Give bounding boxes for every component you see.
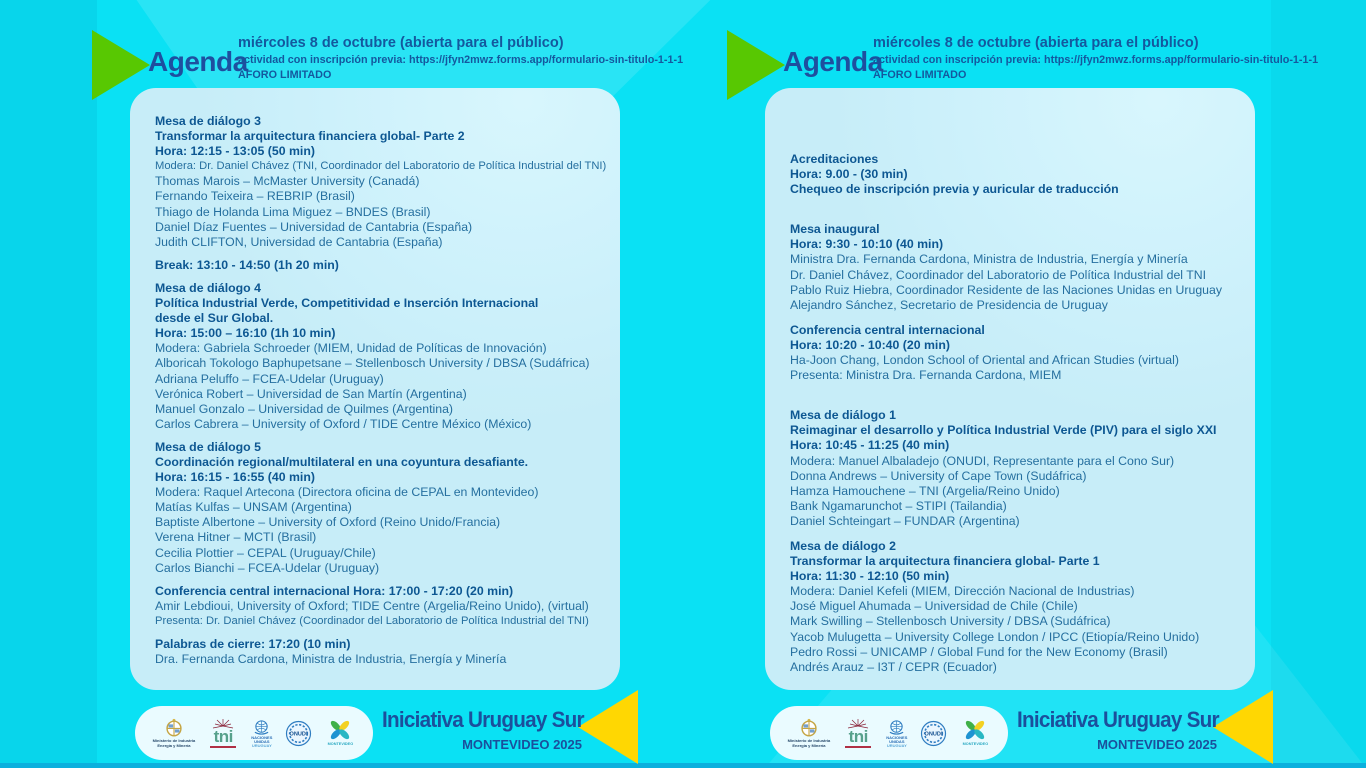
agenda-line: Conferencia central internacional Hora: 17:00 - 17:20 (20 min) (155, 583, 514, 598)
yellow-arrow-icon (578, 690, 638, 764)
initiative-subtitle: MONTEVIDEO 2025 (462, 737, 582, 752)
agenda-content (130, 88, 620, 690)
agenda-line: Hora: 15:00 – 16:10 (1h 10 min) (155, 326, 336, 341)
registration-link[interactable]: actividad con inscripción previa: https://jfyn2mwz.forms.app/formulario-sin-titulo-1-1-1 (873, 54, 1319, 66)
footer-text (1017, 707, 1217, 752)
agenda-line: Fernando Teixeira – REBRIP (Brasil) (155, 189, 355, 204)
agenda-line: Modera: Raquel Artecona (Directora oficina de CEPAL en Montevideo) (155, 485, 539, 500)
tni-wordmark: tni (213, 726, 233, 746)
agenda-line: Hora: 11:30 - 12:10 (50 min) (790, 569, 950, 584)
agenda-section (155, 258, 604, 273)
tni-wordmark: tni (848, 726, 868, 746)
agenda-line: Presenta: Ministra Dra. Fernanda Cardona, MIEM (790, 368, 1062, 383)
un-caption-line2: UNIDAS (889, 738, 905, 744)
header-date: miércoles 8 de octubre (abierta para el público) (873, 35, 1199, 51)
montevideo-pinwheel-logo (325, 719, 355, 747)
agenda-line: Mesa de diálogo 1 (790, 408, 896, 423)
agenda-line: Thomas Marois – McMaster University (Canadá) (155, 174, 420, 189)
agenda-line: Baptiste Albertone – University of Oxford (Reino Unido/Francia) (155, 515, 501, 530)
agenda-line: Verónica Robert – Universidad de San Martín (Argentina) (155, 386, 467, 401)
agenda-line: Andrés Arauz – I3T / CEPR (Ecuador) (790, 659, 997, 674)
agenda-line: Cecilia Plottier – CEPAL (Uruguay/Chile) (155, 545, 376, 560)
agenda-line: José Miguel Ahumada – Universidad de Chile (Chile) (790, 599, 1078, 614)
agenda-line: Amir Lebdioui, University of Oxford; TIDE Centre (Argelia/Reino Unido), (virtual) (155, 598, 589, 613)
agenda-line: Hora: 9:30 - 10:10 (40 min) (790, 237, 944, 252)
page-title: Agenda (148, 46, 248, 77)
onudi-logo (285, 720, 312, 747)
tni-underline (210, 746, 236, 748)
agenda-line: Dr. Daniel Chávez, Coordinador del Laboratorio de Política Industrial del TNI (790, 267, 1207, 282)
montevideo-pinwheel-logo (960, 719, 990, 747)
agenda-page-right (635, 0, 1318, 768)
onudi-emblem-icon (285, 720, 312, 747)
agenda-panel (765, 88, 1255, 690)
agenda-line: Conferencia central internacional (790, 322, 985, 337)
agenda-line: Coordinación regional/multilateral en una coyuntura desafiante. (155, 454, 529, 469)
agenda-section (790, 323, 1239, 383)
un-caption-line3: URUGUAY (251, 742, 272, 748)
pinwheel-icon (960, 719, 990, 743)
agenda-line: Política Industrial Verde, Competitividad e Inserción Internacional (155, 296, 539, 311)
agenda-line: Break: 13:10 - 14:50 (1h 20 min) (155, 257, 339, 272)
agenda-line: Modera: Daniel Kefeli (MIEM, Dirección Nacional de Industrias) (790, 584, 1135, 599)
footer-text (382, 707, 582, 752)
agenda-section (155, 584, 604, 629)
agenda-line: Palabras de cierre: 17:20 (10 min) (155, 637, 351, 651)
agenda-line: Hora: 10:20 - 10:40 (20 min) (790, 337, 950, 352)
onudi-emblem-icon (920, 720, 947, 747)
un-caption-line1: NACIONES (251, 734, 273, 740)
agenda-line: Mesa de diálogo 4 (155, 280, 261, 295)
agenda-line: Ha-Joon Chang, London School of Oriental and African Studies (virtual) (790, 353, 1179, 368)
tni-logo (208, 719, 238, 748)
agenda-section (155, 114, 607, 250)
header-info (873, 35, 1318, 81)
agenda-line: Pablo Ruiz Hiebra, Coordinador Residente de las Naciones Unidas en Uruguay (790, 282, 1223, 297)
agenda-line: Judith CLIFTON, Universidad de Cantabria (España) (155, 234, 443, 249)
agenda-line: Verena Hitner – MCTI (Brasil) (155, 530, 317, 545)
agenda-panel (130, 88, 620, 690)
agenda-section (790, 408, 1239, 529)
agenda-line: Daniel Díaz Fuentes – Universidad de Cantabria (España) (155, 219, 473, 234)
un-caption-line1: NACIONES (886, 734, 908, 740)
agenda-section (155, 281, 604, 432)
agenda-line: Manuel Gonzalo – Universidad de Quilmes (Argentina) (155, 401, 454, 416)
agenda-line: Pedro Rossi – UNICAMP / Global Fund for the New Economy (Brasil) (790, 644, 1168, 659)
agenda-line: Mesa de diálogo 3 (155, 114, 261, 128)
agenda-content (765, 88, 1255, 690)
agenda-line: Chequeo de inscripción previa y auricular de traducción (790, 182, 1119, 197)
uruguay-coat-of-arms-icon (799, 718, 819, 738)
agenda-line: Mesa de diálogo 5 (155, 439, 261, 454)
agenda-line: Daniel Schteingart – FUNDAR (Argentina) (790, 513, 1020, 528)
agenda-line: Mesa de diálogo 2 (790, 538, 896, 553)
naciones-unidas-logo (886, 719, 907, 748)
agenda-line: Hora: 10:45 - 11:25 (40 min) (790, 438, 950, 453)
miem-caption-line1: Ministerio de Industria (152, 738, 196, 743)
agenda-section (155, 637, 604, 667)
onudi-wordmark: ONUDI (924, 731, 943, 738)
initiative-subtitle: MONTEVIDEO 2025 (1097, 737, 1217, 752)
agenda-line: Hamza Hamouchene – TNI (Argelia/Reino Unido) (790, 483, 1060, 498)
agenda-line: Mesa inaugural (790, 222, 880, 237)
agenda-section (790, 152, 1239, 197)
agenda-line: Yacob Mulugetta – University College London / IPCC (Etiopía/Reino Unido) (790, 629, 1200, 644)
uruguay-coat-of-arms-icon (164, 718, 184, 738)
un-emblem-icon (887, 719, 906, 736)
onudi-logo (920, 720, 947, 747)
agenda-line: Dra. Fernanda Cardona, Ministra de Industria, Energía y Minería (155, 652, 507, 667)
agenda-line: Mark Swilling – Stellenbosch University / DBSA (Sudáfrica) (790, 614, 1111, 629)
agenda-line: Modera: Gabriela Schroeder (MIEM, Unidad de Políticas de Innovación) (155, 341, 547, 356)
agenda-line: Modera: Dr. Daniel Chávez (TNI, Coordinador del Laboratorio de Política Industrial del TNI) (155, 160, 607, 173)
header-date: miércoles 8 de octubre (abierta para el público) (238, 35, 564, 51)
un-emblem-icon (252, 719, 271, 736)
partner-logos-pill (770, 706, 1008, 760)
un-caption-line2: UNIDAS (254, 738, 270, 744)
agenda-line: desde el Sur Global. (155, 311, 274, 326)
initiative-title: Iniciativa Uruguay Sur (1017, 707, 1219, 732)
tni-underline (845, 746, 871, 748)
agenda-section (155, 440, 604, 576)
miem-caption-line2: Energía y Minería (792, 743, 826, 748)
agenda-line: Thiago de Holanda Lima Miguez – BNDES (Brasil) (155, 204, 431, 219)
agenda-section (790, 539, 1239, 675)
partner-logos-pill (135, 706, 373, 760)
registration-link[interactable]: actividad con inscripción previa: https://jfyn2mwz.forms.app/formulario-sin-titulo-1-1-1 (238, 54, 684, 66)
agenda-section (790, 222, 1239, 313)
pinwheel-caption: MONTEVIDEO (327, 742, 354, 747)
agenda-line: Acreditaciones (790, 152, 879, 166)
agenda-line: Carlos Bianchi – FCEA-Udelar (Uruguay) (155, 560, 380, 575)
miem-uruguay-logo (153, 718, 196, 748)
agenda-line: Modera: Manuel Albaladejo (ONUDI, Representante para el Cono Sur) (790, 453, 1175, 468)
miem-caption-line2: Energía y Minería (157, 743, 191, 748)
agenda-line: Presenta: Dr. Daniel Chávez (Coordinador del Laboratorio de Política Industrial del TNI) (155, 614, 589, 627)
agenda-line: Hora: 12:15 - 13:05 (50 min) (155, 144, 315, 159)
bottom-accent-bar (0, 763, 1366, 768)
agenda-line: Adriana Peluffo – FCEA-Udelar (Uruguay) (155, 371, 384, 386)
agenda-line: Hora: 16:15 - 16:55 (40 min) (155, 470, 315, 485)
initiative-title: Iniciativa Uruguay Sur (382, 707, 584, 732)
miem-caption-line1: Ministerio de Industria (787, 738, 831, 743)
agenda-line: Ministra Dra. Fernanda Cardona, Ministra de Industria, Energía y Minería (790, 252, 1188, 267)
page-title: Agenda (783, 46, 883, 77)
un-caption-line3: URUGUAY (886, 742, 907, 748)
agenda-line: Alejandro Sánchez, Secretario de Presidencia de Uruguay (790, 297, 1108, 312)
agenda-line: Alboricah Tokologo Baphupetsane – Stellenbosch University / DBSA (Sudáfrica) (155, 356, 590, 371)
tni-logo (843, 719, 873, 748)
agenda-line: Transformar la arquitectura financiera global- Parte 1 (790, 554, 1100, 569)
naciones-unidas-logo (251, 719, 272, 748)
agenda-line: Hora: 9.00 - (30 min) (790, 167, 908, 182)
agenda-line: Donna Andrews – University of Cape Town (Sudáfrica) (790, 468, 1087, 483)
pinwheel-icon (325, 719, 355, 743)
yellow-arrow-icon (1213, 690, 1273, 764)
pinwheel-caption: MONTEVIDEO (962, 742, 989, 747)
onudi-wordmark: ONUDI (289, 731, 308, 738)
capacity-note: AFORO LIMITADO (238, 69, 332, 81)
agenda-line: Bank Ngamarunchot – STIPI (Tailandia) (790, 498, 1007, 513)
agenda-line: Matías Kulfas – UNSAM (Argentina) (155, 500, 352, 515)
agenda-line: Carlos Cabrera – University of Oxford / TIDE Centre México (México) (155, 416, 532, 431)
header-info (238, 35, 683, 81)
agenda-line: Transformar la arquitectura financiera global- Parte 2 (155, 129, 465, 144)
miem-uruguay-logo (788, 718, 831, 748)
agenda-line: Reimaginar el desarrollo y Política Industrial Verde (PIV) para el siglo XXI (790, 423, 1217, 438)
capacity-note: AFORO LIMITADO (873, 69, 967, 81)
